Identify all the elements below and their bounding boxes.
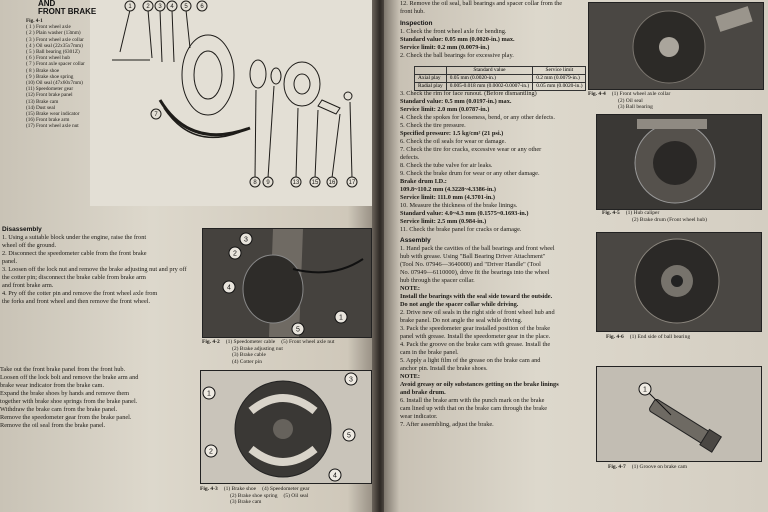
text-line: 4. Check the spokes for looseness, bend, or any other defects. xyxy=(400,114,555,121)
table-header-1: Standard value xyxy=(446,67,533,75)
fig-4-4-drawing xyxy=(589,3,763,89)
text-line: ( 7 ) Front axle spacer collar xyxy=(26,61,85,68)
fig3-callout-4: 4 xyxy=(333,472,337,480)
table-header-2: Service limit xyxy=(533,67,586,75)
fig7-caption-1: (1) Groove on brake cam xyxy=(631,464,688,470)
text-line: 3. Check the rim for face runout. (Before dismantling) xyxy=(400,90,537,97)
fig4-label: Fig. 4-4 xyxy=(588,91,606,97)
parts-list-items xyxy=(26,24,85,129)
text-line: Standard value: 0.5 mm (0.0197-in.) max. xyxy=(400,98,512,105)
brake-panel-drawing xyxy=(284,62,320,106)
table-header-0 xyxy=(415,67,447,75)
text-line: 7. After assembling, adjust the brake. xyxy=(400,421,494,428)
parts-list xyxy=(26,18,85,130)
text-line: Specified pressure: 1.5 kg/cm² (21 psi.) xyxy=(400,130,504,137)
parts-title-line1: AND xyxy=(38,0,56,8)
fig2-callout-2: 2 xyxy=(233,250,237,258)
text-line: Loosen off the lock bolt and remove the brake arm and xyxy=(0,374,139,381)
text-line: 6. Install the brake arm with the punch mark on the brake xyxy=(400,397,545,404)
fig3-callout-1: 1 xyxy=(207,390,211,398)
text-line: Withdraw the brake cam from the brake panel. xyxy=(0,406,118,413)
fig1-callout-6: 6 xyxy=(200,4,204,10)
text-line: 2. Disconnect the speedometer cable from the front brake xyxy=(2,250,147,257)
caliper-shape xyxy=(637,119,707,129)
text-line: Service limit: 2.0 mm (0.0787-in.) xyxy=(400,106,490,113)
text-line: brake panel. Do not angle the seal while driving. xyxy=(400,317,523,324)
table-cell: Axial play xyxy=(415,75,447,83)
text-line: Expand the brake shoes by hands and remove them xyxy=(0,390,130,397)
text-line: anchor pin. Install the brake shoes. xyxy=(400,365,488,372)
text-line: front hub. xyxy=(400,8,425,15)
text-line: (15) Brake wear indicator xyxy=(26,111,80,118)
fig2-callout-5: 5 xyxy=(296,326,300,334)
fig-4-3-drawing xyxy=(201,371,371,483)
text-line: ( 4 ) Oil seal (22x35x7mm) xyxy=(26,42,83,49)
fig1-callout-15: 15 xyxy=(311,180,319,186)
fig4-caption-1: (1) Front wheel axle collar xyxy=(611,91,671,97)
text-line: ( 6 ) Front wheel hub xyxy=(26,55,70,62)
table-cell: 0.05 mm (0.0020-in.) xyxy=(446,75,533,83)
text-line: (12) Front brake panel xyxy=(26,92,73,99)
text-line: 5. Apply a light film of the grease on the brake cam and xyxy=(400,357,541,364)
fig-4-3-photo xyxy=(200,370,372,484)
text-line: 10. Measure the thickness of the brake linings. xyxy=(400,202,518,209)
fig2-caption-4: (4) Cotter pin xyxy=(232,358,262,365)
fig1-callout-7: 7 xyxy=(154,112,158,118)
fig1-callout-13: 13 xyxy=(292,180,300,186)
left-page xyxy=(0,0,378,512)
text-line: No. 07949—6110000), drive fit the bearings into the wheel xyxy=(400,269,550,276)
exploded-diagram xyxy=(90,0,373,206)
brake-panel-steps xyxy=(0,366,196,430)
text-line: Standard value: 4.0~4.3 mm (0.1575~0.1693-in.) xyxy=(400,210,529,217)
tire-drawing xyxy=(160,100,250,135)
text-line: NOTE: xyxy=(400,285,420,292)
disassembly-heading: Disassembly xyxy=(2,226,42,233)
text-line: panel. xyxy=(2,258,18,265)
text-line: Service limit: 0.2 mm (0.0079-in.) xyxy=(400,44,490,51)
text-line: 2. Check the ball bearings for excessive play. xyxy=(400,52,514,59)
text-line: wear indicator. xyxy=(400,413,438,420)
right-text-column xyxy=(400,0,598,429)
text-line: (11) Speedometer gear xyxy=(26,86,74,93)
text-line: the forks and front wheel and then remove the front wheel. xyxy=(2,298,151,305)
fig4-caption-3: (3) Ball bearing xyxy=(618,104,653,110)
fig-4-2-drawing xyxy=(203,229,371,337)
fig-4-4-photo xyxy=(588,2,764,90)
brake-arm-drawing xyxy=(318,100,340,114)
fig3-caption-2: (2) Brake shoe spring xyxy=(230,492,278,499)
fig-4-7-drawing xyxy=(597,367,761,461)
fig1-callout-5: 5 xyxy=(184,4,188,10)
text-line: 1. Hand pack the cavities of the ball bearings and front wheel xyxy=(400,245,555,252)
text-line: ( 2 ) Plain washer (13mm) xyxy=(26,30,81,37)
text-line: 4. Pry off the cotter pin and remove the front wheel axle from xyxy=(2,290,158,297)
fig1-callout-1: 1 xyxy=(128,4,132,10)
fig5-caption-2: (2) Brake drum (Front wheel hub) xyxy=(632,216,707,223)
fig-4-6-caption xyxy=(606,334,690,341)
text-line: and brake drum. xyxy=(400,389,446,396)
fig-4-6-drawing xyxy=(597,233,761,331)
text-line: panel with grease. Install the speedometer gear in the place. xyxy=(400,333,551,340)
fig2-caption-2: (2) Brake adjusting nut xyxy=(232,345,283,352)
fig3-callout-5: 5 xyxy=(347,432,351,440)
text-line: (Tool No. 07946—3640000) and "Driver Handle" (Tool xyxy=(400,261,541,268)
table-cell: Radial play xyxy=(415,83,447,91)
table-cell: 0.005-0.018 mm (0.0002-0.0007-in.) xyxy=(446,83,533,91)
fig5-label: Fig. 4-5 xyxy=(602,210,620,216)
text-line: (17) Front wheel axle nut xyxy=(26,123,79,130)
text-line: 9. Check the brake drum for wear or any other damage. xyxy=(400,170,540,177)
text-line: 3. Loosen off the lock nut and remove the brake adjusting nut and pry off xyxy=(2,266,187,273)
fig-4-5-drawing xyxy=(597,115,761,209)
fig-4-6-photo xyxy=(596,232,762,332)
fig7-callout-1: 1 xyxy=(643,386,647,394)
brake-panel-shape xyxy=(243,255,303,323)
text-line: 1. Check the front wheel axle for bending. xyxy=(400,28,507,35)
fig1-callout-2: 2 xyxy=(146,4,150,10)
text-line: 6. Check the oil seals for wear or damage. xyxy=(400,138,506,145)
text-line: ( 9 ) Brake shoe spring xyxy=(26,73,74,80)
text-line: wheel off the ground. xyxy=(2,242,57,249)
text-line: (16) Front brake arm xyxy=(26,117,70,124)
text-line: ( 1 ) Front wheel axle xyxy=(26,24,71,31)
hub-center xyxy=(273,419,293,439)
parts-title-line2: FRONT BRAKE xyxy=(38,7,97,16)
text-line: Service limit: 2.5 mm (0.984-in.) xyxy=(400,218,487,225)
table-cell: 0.05 mm (0.0020-in.) xyxy=(533,83,586,91)
exploded-diagram-drawing xyxy=(90,0,372,206)
fig2-caption-1: (1) Speedometer cable xyxy=(225,339,276,345)
fig3-callout-3: 3 xyxy=(349,376,353,384)
text-line: Brake drum I.D.: xyxy=(400,178,447,185)
text-line: NOTE: xyxy=(400,373,420,380)
fig1-callout-16: 16 xyxy=(328,180,336,186)
fig-4-7-photo xyxy=(596,366,762,462)
fig-4-3-caption xyxy=(200,486,374,506)
fig-4-2-caption xyxy=(202,339,374,365)
text-line: 4. Pack the groove on the brake cam with grease. Install the xyxy=(400,341,551,348)
parts-title xyxy=(38,0,96,16)
text-line: ( 3 ) Front wheel axle collar xyxy=(26,36,84,43)
text-line: Service limit: 111.0 mm (4.3701-in.) xyxy=(400,194,495,201)
text-line: Remove the speedometer gear from the brake panel. xyxy=(0,414,132,421)
text-line: 3. Pack the speedometer gear installed position of the brake xyxy=(400,325,551,332)
top-lines xyxy=(400,0,598,16)
text-line: cam in the brake panel. xyxy=(400,349,459,356)
disassembly-section xyxy=(2,226,198,306)
text-line: hub through the spacer collar. xyxy=(400,277,475,284)
inspection-lines-2 xyxy=(400,90,598,234)
text-line: (10) Oil seal (47x60x7mm) xyxy=(26,80,83,87)
text-line: 7. Check the tire for cracks, excessive wear or any other xyxy=(400,146,542,153)
fig3-caption-5: (5) Oil seal xyxy=(283,492,309,499)
right-page xyxy=(384,0,768,512)
text-line: the cotter pin; disconnect the brake cable from brake arm xyxy=(2,274,146,281)
fig1-callout-9: 9 xyxy=(266,180,270,186)
fig5-caption-1: (1) Hub caliper xyxy=(625,210,660,216)
text-line: 8. Check the tube valve for air leaks. xyxy=(400,162,493,169)
text-line: brake wear indicator from the brake cam. xyxy=(0,382,105,389)
assembly-lines xyxy=(400,245,598,429)
fig2-callout-4: 4 xyxy=(227,284,231,292)
fig1-callout-8: 8 xyxy=(253,180,257,186)
text-line: (13) Brake cam xyxy=(26,98,59,105)
fig2-callout-1: 1 xyxy=(339,314,343,322)
text-line: 2. Drive new oil seals in the right side of front wheel hub and xyxy=(400,309,555,316)
text-line: Standard value: 0.05 mm (0.0020-in.) max. xyxy=(400,36,515,43)
text-line: hub with grease. Using "Ball Bearing Driver Attachment" xyxy=(400,253,546,260)
disassembly-steps xyxy=(2,234,198,306)
text-line: Avoid greasy or oily substances getting on the brake linings xyxy=(400,381,559,388)
text-line: Take out the front brake panel from the front hub. xyxy=(0,366,126,373)
fig3-callout-2: 2 xyxy=(209,448,213,456)
bearing-play-table xyxy=(414,66,586,91)
panel-steps-list xyxy=(0,366,196,430)
fig1-callout-3: 3 xyxy=(158,4,162,10)
fig3-caption-4: (4) Speedometer gear xyxy=(262,486,310,492)
assembly-heading: Assembly xyxy=(400,237,431,244)
fig2-callout-3: 3 xyxy=(244,236,248,244)
text-line: and front brake arm. xyxy=(2,282,54,289)
fig-4-5-caption xyxy=(602,210,707,223)
fig3-caption-1: (1) Brake shoe xyxy=(223,486,257,492)
fig2-caption-3: (3) Brake cable xyxy=(232,352,266,358)
fig4-caption-2: (2) Oil seal xyxy=(618,97,643,104)
text-line: 12. Remove the oil seal, ball bearings and spacer collar from the xyxy=(400,0,563,7)
fig2-caption-5: (5) Front wheel axle nut xyxy=(281,339,335,345)
text-line: cam lined up with that on the brake cam through the brake xyxy=(400,405,548,412)
text-line: Install the bearings with the seal side toward the outside. xyxy=(400,293,553,300)
fig-4-7-caption xyxy=(608,464,687,471)
text-line: 5. Check the tire pressure. xyxy=(400,122,466,129)
text-line: Do not angle the spacer collar while driving. xyxy=(400,301,519,308)
inspection-lines-1 xyxy=(400,28,598,60)
fig1-callout-4: 4 xyxy=(170,4,174,10)
text-line: ( 8 ) Brake shoe xyxy=(26,67,60,74)
text-line: Remove the oil seal from the brake panel. xyxy=(0,422,106,429)
fig3-caption-3: (3) Brake cam xyxy=(230,499,262,505)
fig-4-5-photo xyxy=(596,114,762,210)
text-line: together with brake shoe springs from the brake panel. xyxy=(0,398,138,405)
text-line: (14) Dust seal xyxy=(26,104,56,111)
text-line: defects. xyxy=(400,154,420,161)
fig1-label: Fig. 4-1 xyxy=(26,18,43,24)
inspection-heading: Inspection xyxy=(400,20,433,27)
text-line: 1. Using a suitable block under the engine, raise the front xyxy=(2,234,147,241)
fig7-label: Fig. 4-7 xyxy=(608,464,626,470)
fig6-caption-1: (1) End side of ball bearing xyxy=(629,334,691,340)
fig3-label: Fig. 4-3 xyxy=(200,486,218,492)
fig1-callout-17: 17 xyxy=(348,180,356,186)
fig-4-4-caption xyxy=(588,91,670,111)
text-line: 11. Check the brake panel for cracks or damage. xyxy=(400,226,522,233)
fig6-label: Fig. 4-6 xyxy=(606,334,624,340)
fig2-label: Fig. 4-2 xyxy=(202,339,220,345)
text-line: ( 5 ) Ball bearing (6301Z) xyxy=(26,49,80,56)
table-cell: 0.2 mm (0.0079-in.) xyxy=(533,75,586,83)
text-line: 109.8~110.2 mm (4.3228~4.3386-in.) xyxy=(400,186,496,193)
fig-4-2-photo xyxy=(202,228,372,338)
